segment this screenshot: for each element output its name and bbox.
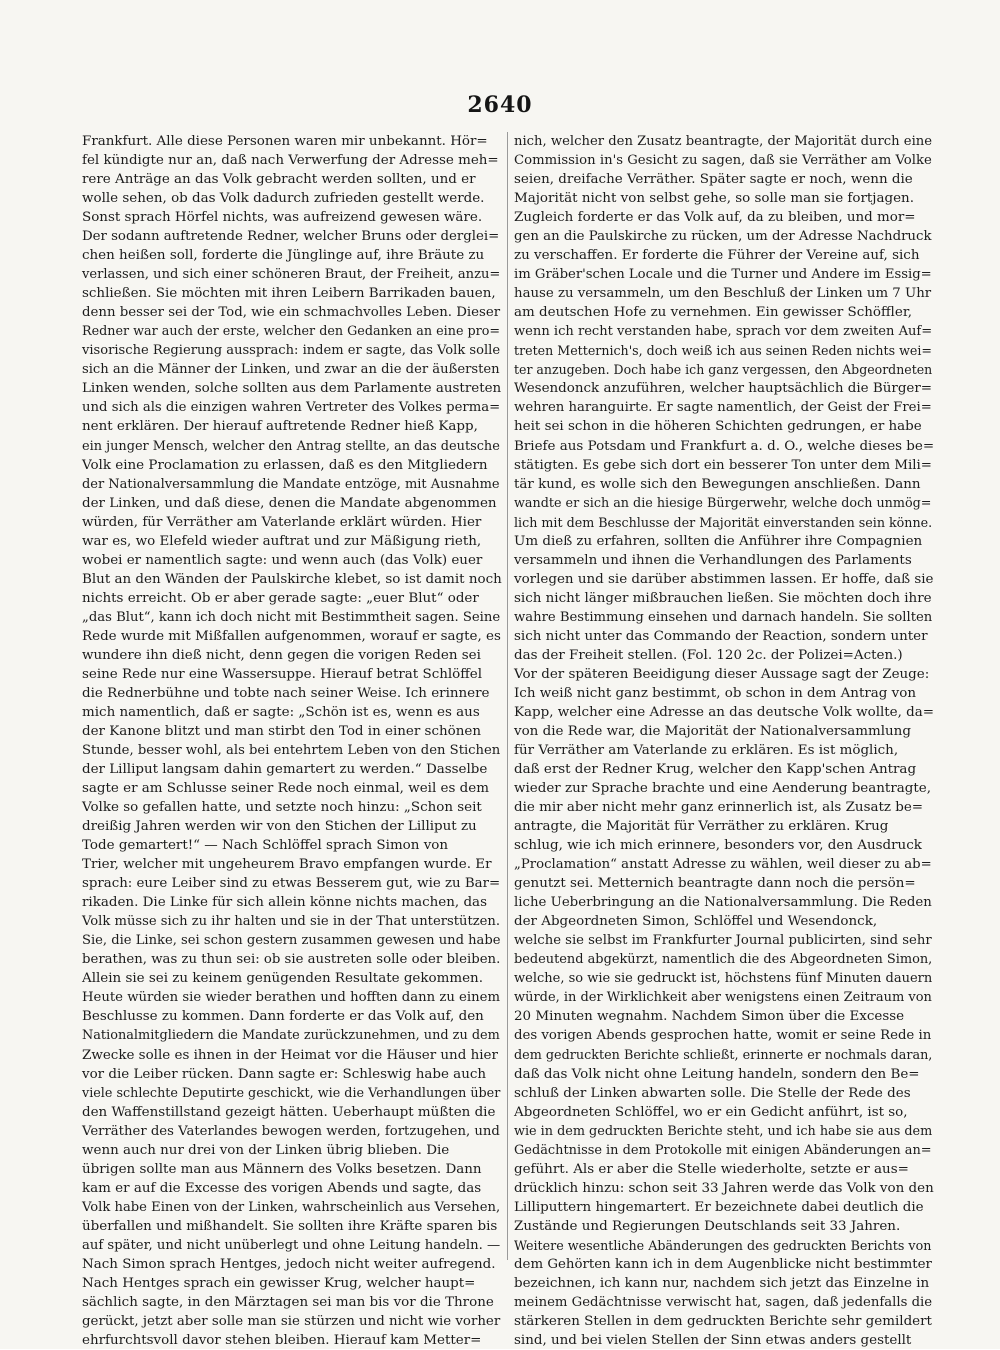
- left-text-column: [82, 132, 502, 1348]
- text-line: daß das Volk nicht ohne Leitung handeln, sondern den Be=: [514, 1066, 920, 1082]
- text-line: nent erklären. Der hierauf auftretende Redner hieß Kapp,: [82, 419, 478, 435]
- text-line: Briefe aus Potsdam und Frankfurt a. d. O., welche dieses be=: [514, 438, 935, 454]
- text-line: Ich weiß nicht ganz bestimmt, ob schon in dem Antrag von: [514, 685, 917, 701]
- text-line: wahre Bestimmung einsehen und darnach handeln. Sie sollten: [514, 609, 933, 625]
- text-line: 20 Minuten wegnahm. Nachdem Simon über die Excesse: [514, 1009, 905, 1025]
- text-line: chen heißen soll, forderte die Jünglinge auf, ihre Bräute zu: [82, 248, 485, 264]
- text-line: sprach: eure Leiber sind zu etwas Besserem gut, wie zu Bar=: [82, 876, 501, 892]
- text-line: wandte er sich an die hiesige Bürgerwehr, welche doch unmög=: [514, 495, 932, 511]
- text-line: zu verschaffen. Er forderte die Führer der Vereine auf, sich: [514, 248, 920, 264]
- text-line: würden, für Verräther am Vaterlande erklärt würden. Hier: [82, 514, 482, 530]
- text-line: genutzt sei. Metternich beantragte dann noch die persön=: [514, 876, 916, 892]
- text-line: Allein sie sei zu keinem genügenden Resultate gekommen.: [82, 971, 483, 987]
- text-line: ehrfurchtsvoll davor stehen bleiben. Hierauf kam Metter=: [82, 1332, 482, 1348]
- text-line: wie in dem gedruckten Berichte steht, und ich habe sie aus dem: [514, 1123, 933, 1139]
- text-line: lich mit dem Beschlusse der Majorität einverstanden sein könne.: [514, 514, 933, 530]
- text-line: Wesendonck anzuführen, welcher hauptsächlich die Bürger=: [514, 381, 933, 397]
- text-line: Tode gemartert!“ — Nach Schlöffel sprach Simon von: [82, 838, 449, 854]
- text-line: sich nicht länger mißbrauchen ließen. Sie möchten doch ihre: [514, 590, 932, 606]
- text-line: welche, so wie sie gedruckt ist, höchstens fünf Minuten dauern: [514, 971, 933, 987]
- text-line: Volke so gefallen hatte, und setzte noch hinzu: „Schon seit: [82, 800, 482, 816]
- text-line: Gedächtnisse in dem Protokolle mit einigen Abänderungen an=: [514, 1142, 932, 1158]
- text-line: Blut an den Wänden der Paulskirche klebet, so ist damit noch: [82, 571, 502, 587]
- text-line: Beschlusse zu kommen. Dann forderte er das Volk auf, den: [82, 1009, 484, 1025]
- text-line: der Linken, und daß diese, denen die Mandate abgenommen: [82, 495, 497, 511]
- text-line: gen an die Paulskirche zu rücken, um der Adresse Nachdruck: [514, 229, 932, 245]
- text-line: war es, wo Elefeld wieder auftrat und zur Mäßigung rieth,: [82, 533, 482, 549]
- text-line: dem gedruckten Berichte schließt, erinnerte er nochmals daran,: [514, 1047, 933, 1063]
- text-line: die mir aber nicht mehr ganz erinnerlich ist, als Zusatz be=: [514, 800, 924, 816]
- text-line: dreißig Jahren werden wir von den Stichen der Lilliput zu: [82, 819, 477, 835]
- text-line: auf später, und nicht unüberlegt und ohne Leitung handeln. —: [82, 1237, 501, 1253]
- text-line: am deutschen Hofe zu vernehmen. Ein gewisser Schöffler,: [514, 305, 913, 321]
- text-line: wenn auch nur drei von der Linken übrig blieben. Die: [82, 1142, 450, 1158]
- text-line: hause zu versammeln, um den Beschluß der Linken um 7 Uhr: [514, 286, 932, 302]
- text-line: Sonst sprach Hörfel nichts, was aufreizend gewesen wäre.: [82, 210, 483, 226]
- text-line: Volk habe Einen von der Linken, wahrscheinlich aus Versehen,: [82, 1199, 501, 1215]
- text-line: mich namentlich, daß er sagte: „Schön ist es, wenn es aus: [82, 704, 480, 720]
- text-line: der Lilliput langsam dahin gemartert zu werden.“ Dasselbe: [82, 762, 488, 778]
- text-line: schließen. Sie möchten mit ihren Leibern Barrikaden bauen,: [82, 286, 496, 302]
- text-line: bedeutend abgekürzt, namentlich die des Abgeordneten Simon,: [514, 952, 933, 968]
- text-line: rere Anträge an das Volk gebracht werden sollten, und er: [82, 172, 476, 188]
- text-line: übrigen sollte man aus Männern des Volks besetzen. Dann: [82, 1161, 482, 1177]
- text-line: sich nicht unter das Commando der Reaction, sondern unter: [514, 628, 928, 644]
- text-line: Nach Hentges sprach ein gewisser Krug, welcher haupt=: [82, 1275, 476, 1291]
- text-line: geführt. Als er aber die Stelle wiederholte, setzte er aus=: [514, 1161, 909, 1177]
- text-line: Der sodann auftretende Redner, welcher Bruns oder derglei=: [82, 229, 500, 245]
- text-line: Abgeordneten Schlöffel, wo er ein Gedicht anführt, ist so,: [514, 1104, 908, 1120]
- text-line: fel kündigte nur an, daß nach Verwerfung der Adresse meh=: [82, 153, 499, 169]
- text-line: der Abgeordneten Simon, Schlöffel und Wesendonck,: [514, 914, 878, 930]
- text-line: wolle sehen, ob das Volk dadurch zufrieden gestellt werde.: [82, 191, 485, 207]
- text-line: rikaden. Die Linke für sich allein könne nichts machen, das: [82, 895, 487, 911]
- text-line: meinem Gedächtnisse verwischt hat, sagen, daß jedenfalls die: [514, 1294, 933, 1310]
- text-line: verlassen, und sich einer schöneren Braut, der Freiheit, anzu=: [82, 267, 501, 283]
- text-line: stärkeren Stellen in dem gedruckten Berichte sehr gemildert: [514, 1313, 932, 1329]
- text-line: ter anzugeben. Doch habe ich ganz vergessen, den Abgeordneten: [514, 362, 933, 378]
- text-line: daß erst der Redner Krug, welcher den Kapp'schen Antrag: [514, 762, 917, 778]
- right-text-column: [514, 132, 935, 1348]
- text-line: sagte er am Schlusse seiner Rede noch einmal, weil es dem: [82, 781, 489, 797]
- text-line: der Nationalversammlung die Mandate entzöge, mit Ausnahme: [82, 476, 500, 492]
- text-line: welche sie selbst im Frankfurter Journal publicirten, sind sehr: [514, 933, 932, 949]
- text-line: drücklich hinzu: schon seit 33 Jahren werde das Volk von den: [514, 1180, 934, 1196]
- text-line: überfallen und mißhandelt. Sie sollten ihre Kräfte sparen bis: [82, 1218, 498, 1234]
- text-line: wieder zur Sprache brachte und eine Aenderung beantragte,: [514, 781, 931, 797]
- text-line: sind, und bei vielen Stellen der Sinn etwas anders gestellt: [514, 1332, 912, 1348]
- text-line: versammeln und ihnen die Verhandlungen des Parlaments: [514, 552, 912, 568]
- text-line: sich an die Männer der Linken, und zwar an die der äußersten: [82, 362, 500, 378]
- text-line: und sich als die einzigen wahren Vertreter des Volkes perma=: [82, 400, 501, 416]
- text-line: würde, in der Wirklichkeit aber wenigstens einen Zeitraum von: [514, 990, 932, 1006]
- text-line: Rede wurde mit Mißfallen aufgenommen, worauf er sagte, es: [82, 628, 501, 644]
- page-number: 2640: [467, 92, 533, 118]
- text-line: Kapp, welcher eine Adresse an das deutsche Volk wollte, da=: [514, 704, 935, 720]
- text-line: dem Gehörten kann ich in dem Augenblicke nicht bestimmter: [514, 1256, 932, 1272]
- text-line: Weitere wesentliche Abänderungen des gedruckten Berichts von: [514, 1237, 932, 1253]
- text-line: stätigten. Es gebe sich dort ein besserer Ton unter dem Mili=: [514, 457, 932, 473]
- text-line: Zugleich forderte er das Volk auf, da zu bleiben, und mor=: [514, 210, 916, 226]
- text-line: liche Ueberbringung an die Nationalversammlung. Die Reden: [514, 895, 932, 911]
- text-line: für Verräther am Vaterlande zu erklären. Es ist möglich,: [514, 743, 899, 758]
- text-line: visorische Regierung aussprach: indem er sagte, das Volk solle: [82, 343, 501, 359]
- text-line: Verräther des Vaterlandes bewogen werden, fortzugehen, und: [82, 1123, 500, 1139]
- text-line: Zwecke solle es ihnen in der Heimat vor die Häuser und hier: [82, 1047, 498, 1063]
- text-line: Zustände und Regierungen Deutschlands seit 33 Jahren.: [514, 1218, 901, 1234]
- text-line: kam er auf die Excesse des vorigen Abends und sagte, das: [82, 1180, 482, 1196]
- text-line: Heute würden sie wieder berathen und hofften dann zu einem: [82, 990, 500, 1006]
- text-line: Commission in's Gesicht zu sagen, daß sie Verräther am Volke: [514, 153, 932, 169]
- text-line: sächlich sagte, in den Märztagen sei man bis vor die Throne: [82, 1294, 494, 1310]
- text-line: im Gräber'schen Locale und die Turner und Andere im Essig=: [514, 267, 932, 283]
- text-line: berathen, was zu thun sei: ob sie austreten solle oder bleiben.: [82, 952, 501, 968]
- text-line: von die Rede war, die Majorität der Nationalversammlung: [514, 723, 911, 739]
- text-line: den Waffenstillstand gezeigt hätten. Ueberhaupt müßten die: [82, 1104, 496, 1120]
- text-line: vor die Leiber rücken. Dann sagte er: Schleswig habe auch: [82, 1066, 487, 1082]
- text-line: antragte, die Majorität für Verräther zu erklären. Krug: [514, 819, 889, 835]
- text-line: gerückt, jetzt aber solle man sie stürzen und nicht wie vorher: [82, 1313, 501, 1329]
- text-line: schlug, wie ich mich erinnere, besonders vor, den Ausdruck: [514, 838, 922, 854]
- text-line: Redner war auch der erste, welcher den Gedanken an eine pro=: [82, 324, 501, 340]
- text-line: Lilliputtern hingemartert. Er bezeichnete dabei deutlich die: [514, 1199, 924, 1215]
- text-line: Stunde, besser wohl, als bei entehrtem Leben von den Stichen: [82, 743, 501, 758]
- text-line: treten Metternich's, doch weiß ich aus seinen Reden nichts wei=: [514, 343, 932, 359]
- text-line: seine Rede nur eine Wassersuppe. Hierauf betrat Schlöffel: [82, 666, 483, 682]
- text-line: Vor der späteren Beeidigung dieser Aussage sagt der Zeuge:: [514, 666, 930, 682]
- text-line: nichts erreicht. Ob er aber gerade sagte: „euer Blut“ oder: [82, 590, 479, 606]
- text-line: wenn ich recht verstanden habe, sprach vor dem zweiten Auf=: [514, 324, 933, 340]
- text-line: viele schlechte Deputirte geschickt, wie die Verhandlungen über: [82, 1085, 501, 1101]
- text-line: Sie, die Linke, sei schon gestern zusammen gewesen und habe: [82, 933, 501, 949]
- text-line: Frankfurt. Alle diese Personen waren mir unbekannt. Hör=: [82, 134, 488, 149]
- text-line: nich, welcher den Zusatz beantragte, der Majorität durch eine: [514, 134, 933, 149]
- text-line: wundere ihn dieß nicht, denn gegen die vorigen Reden sei: [82, 647, 481, 663]
- text-line: Nach Simon sprach Hentges, jedoch nicht weiter aufregend.: [82, 1256, 496, 1272]
- text-line: Trier, welcher mit ungeheurem Bravo empfangen wurde. Er: [82, 857, 492, 873]
- text-line: wehren haranguirte. Er sagte namentlich, der Geist der Frei=: [514, 400, 932, 416]
- text-line: Volk eine Proclamation zu erlassen, daß es den Mitgliedern: [82, 457, 488, 473]
- text-line: Um dieß zu erfahren, sollten die Anführer ihre Compagnien: [514, 533, 923, 549]
- text-line: seien, dreifache Verräther. Später sagte er noch, wenn die: [514, 172, 913, 188]
- text-line: Nationalmitgliedern die Mandate zurückzunehmen, und zu dem: [82, 1028, 500, 1044]
- text-line: bezeichnen, ich kann nur, nachdem sich jetzt das Einzelne in: [514, 1275, 930, 1291]
- text-line: heit sei schon in die höheren Schichten gedrungen, er habe: [514, 419, 922, 435]
- text-line: des vorigen Abends gesprochen hatte, womit er seine Rede in: [514, 1028, 932, 1044]
- text-line: schluß der Linken abwarten solle. Die Stelle der Rede des: [514, 1085, 911, 1101]
- text-line: Majorität nicht von selbst gehe, so solle man sie fortjagen.: [514, 191, 914, 207]
- text-line: die Rednerbühne und tobte nach seiner Weise. Ich erinnere: [82, 685, 490, 701]
- text-line: ein junger Mensch, welcher den Antrag stellte, an das deutsche: [82, 438, 500, 454]
- text-line: tär kund, es wolle sich den Bewegungen anschließen. Dann: [514, 476, 921, 492]
- text-line: das der Freiheit stellen. (Fol. 120 2c. der Polizei=Acten.): [514, 647, 903, 663]
- text-line: denn besser sei der Tod, wie ein schmachvolles Leben. Dieser: [82, 305, 501, 321]
- text-line: wobei er namentlich sagte: und wenn auch (das Volk) euer: [82, 552, 483, 568]
- text-line: Linken wenden, solche sollten aus dem Parlamente austreten: [82, 381, 502, 397]
- column-divider: [507, 132, 508, 1260]
- text-line: „das Blut“, kann ich doch nicht mit Bestimmtheit sagen. Seine: [82, 609, 501, 625]
- text-line: Volk müsse sich zu ihr halten und sie in der That unterstützen.: [82, 914, 501, 930]
- text-line: der Kanone blitzt und man stirbt den Tod in einer schönen: [82, 723, 481, 739]
- text-line: „Proclamation“ anstatt Adresse zu wählen, weil dieser zu ab=: [514, 857, 932, 873]
- text-line: vorlegen und sie darüber abstimmen lassen. Er hoffe, daß sie: [514, 571, 934, 587]
